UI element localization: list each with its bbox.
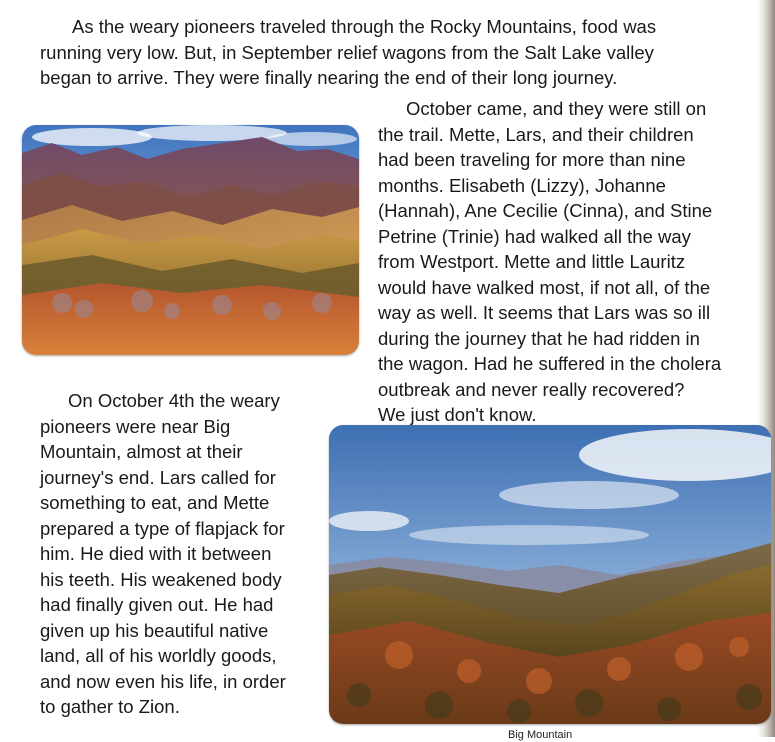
october-4th-paragraph: On October 4th the weary pioneers were near Big Mountain, almost at their journey's end. Lars called for something to eat, and Mette prepared a type of flapjack for him. He died with it between his teeth. His weakened body had finally given out. He had given up his beautiful native land, all of his worldly goods, and now even his life, in order to gather to Zion. xyxy=(40,390,286,717)
photo-caption: Big Mountain xyxy=(508,729,573,741)
rocky-mountains-photo xyxy=(22,125,359,355)
intro-paragraph: As the weary pioneers traveled through the Rocky Mountains, food was running very low. But, in September relief wagons from the Salt Lake valley began to arrive. They were finally nearing the end of their long journey. xyxy=(40,16,657,88)
big-mountain-photo xyxy=(329,425,771,724)
october-paragraph: October came, and they were still on the trail. Mette, Lars, and their children had been traveling for more than nine months. Elisabeth (Lizzy), Johanne (Hannah), Ane Cecilie (Cinna), and Stine Petrine (Trinie) had walked all the way from Westport. Mette and little Lauritz would have walked most, if not all, of the way as well. It seems that Lars was so ill during the journey that he had ridden in the wagon. Had he suffered in the cholera outbreak and never really recovered? We just don't know. xyxy=(378,98,722,425)
